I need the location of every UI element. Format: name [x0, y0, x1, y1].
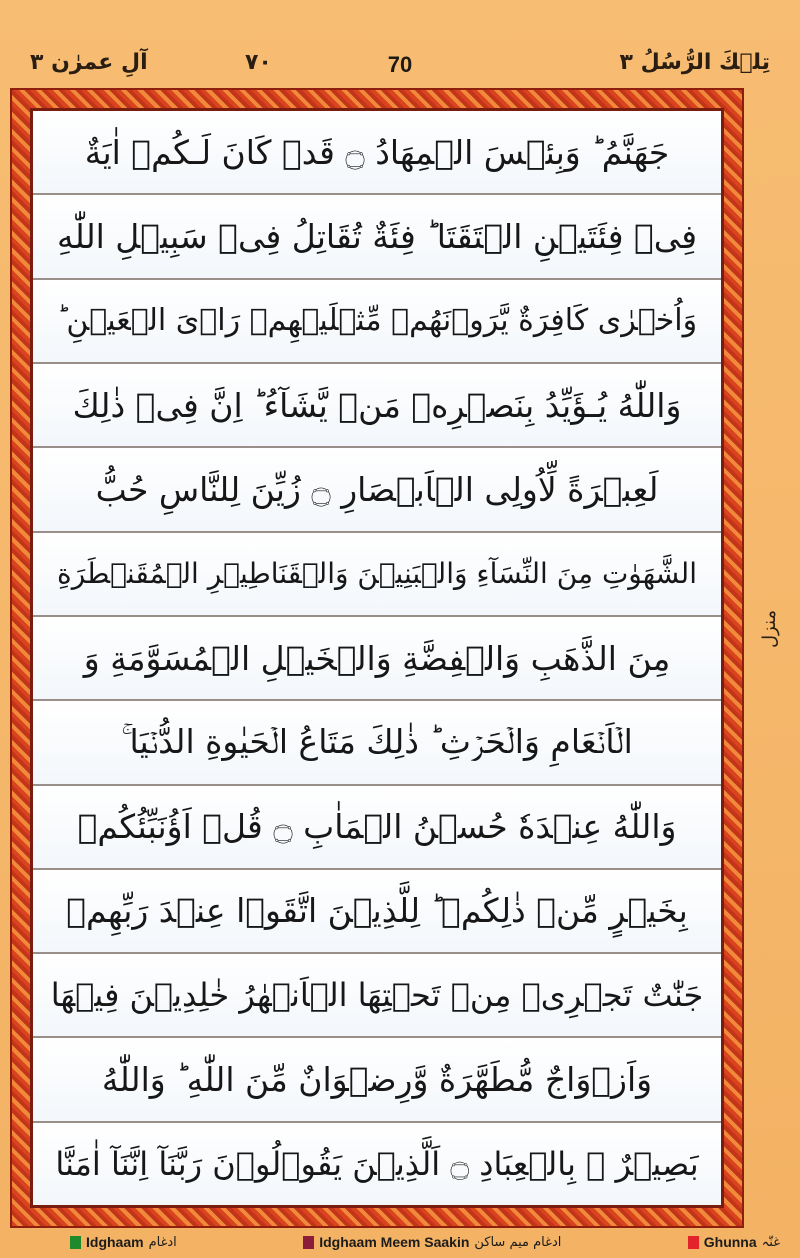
legend-label-ur: ادغام میم ساکن — [474, 1234, 562, 1250]
verse-line: لَعِبۡرَةً لِّاُولِى الۡاَبۡصَارِ ۝ زُيِّنَ لِلنَّاسِ حُبُّ — [33, 448, 721, 532]
verse-line: الشَّهَوٰتِ مِنَ النِّسَآءِ وَالۡبَنِيۡنَ وَالۡقَنَاطِيۡرِ الۡمُقَنۡطَرَةِ — [33, 533, 721, 617]
tajweed-legend — [70, 1230, 780, 1254]
manzil-marker: منزل — [758, 609, 780, 649]
verse-line: وَاَزۡوَاجٌ مُّطَهَّرَةٌ وَّرِضۡوَانٌ مِّنَ اللّٰهِ ؕ وَاللّٰهُ — [33, 1038, 721, 1122]
verse-line: جَنّٰتٌ تَجۡرِىۡ مِنۡ تَحۡتِهَا الۡاَنۡهٰرُ خٰلِدِيۡنَ فِيۡهَا — [33, 954, 721, 1038]
verse-line: الۡاَنۡعَامِ وَالۡحَرۡثِ ؕ ذٰلِكَ مَتَاعُ الۡحَيٰوةِ الدُّنۡيَا ۚ — [33, 701, 721, 785]
page-number: 70 — [387, 52, 413, 77]
verse-line: وَاُخۡرٰى كَافِرَةٌ يَّرَوۡنَهُمۡ مِّثۡلَيۡهِمۡ رَاۡىَ الۡعَيۡنِ ؕ — [33, 280, 721, 364]
ornamental-border — [10, 88, 744, 1228]
legend-swatch-idghaam — [70, 1236, 81, 1249]
verse-line: بِخَيۡرٍ مِّنۡ ذٰلِكُمۡ ؕ لِلَّذِيۡنَ اتَّقَوۡا عِنۡدَ رَبِّهِمۡ — [33, 870, 721, 954]
verse-line: بَصِيۡرٌ ۢ بِالۡعِبَادِ ۝ اَلَّذِيۡنَ يَقُوۡلُوۡنَ رَبَّنَآ اِنَّنَآ اٰمَنَّا — [33, 1123, 721, 1205]
legend-item-ghunna — [688, 1234, 780, 1250]
verse-line: مِنَ الذَّهَبِ وَالۡفِضَّةِ وَالۡخَيۡلِ الۡمُسَوَّمَةِ وَ — [33, 617, 721, 701]
legend-label-ur: ادغام — [148, 1234, 177, 1250]
legend-label-en: Ghunna — [703, 1234, 757, 1250]
legend-label-en: Idghaam Meem Saakin — [319, 1234, 470, 1250]
text-area — [30, 108, 724, 1208]
juz-name: تِلۡكَ الرُّسُلُ ۳ — [619, 50, 770, 75]
verse-line: فِىۡ فِئَتَيۡنِ الۡتَقَتَا ؕ فِئَةٌ تُقَاتِلُ فِىۡ سَبِيۡلِ اللّٰهِ — [33, 195, 721, 279]
legend-label-ur: غنّہ — [761, 1234, 780, 1250]
verse-line: جَهَنَّمُ ؕ وَبِئۡسَ الۡمِهَادُ ۝ قَدۡ كَانَ لَـكُمۡ اٰيَةٌ — [33, 111, 721, 195]
verse-line: وَاللّٰهُ عِنۡدَهٗ حُسۡنُ الۡمَاٰبِ ۝ قُلۡ اَؤُنَبِّئُكُمۡ — [33, 786, 721, 870]
surah-name: آلِ عمرٰن ۳ — [30, 50, 148, 75]
arabic-page-number: ۷۰ — [245, 50, 272, 75]
legend-swatch-ghunna — [688, 1236, 699, 1249]
legend-label-en: Idghaam — [86, 1234, 144, 1250]
verse-lines — [33, 111, 721, 1205]
legend-swatch-idghaam-meem-saakin — [303, 1236, 314, 1249]
legend-item-idghaam-meem-saakin — [303, 1234, 561, 1250]
legend-item-idghaam — [70, 1234, 177, 1250]
page-header — [30, 50, 770, 86]
verse-line: وَاللّٰهُ يُـؤَيِّدُ بِنَصۡرِهٖ مَنۡ يَّشَآءُ ؕ اِنَّ فِىۡ ذٰلِكَ — [33, 364, 721, 448]
